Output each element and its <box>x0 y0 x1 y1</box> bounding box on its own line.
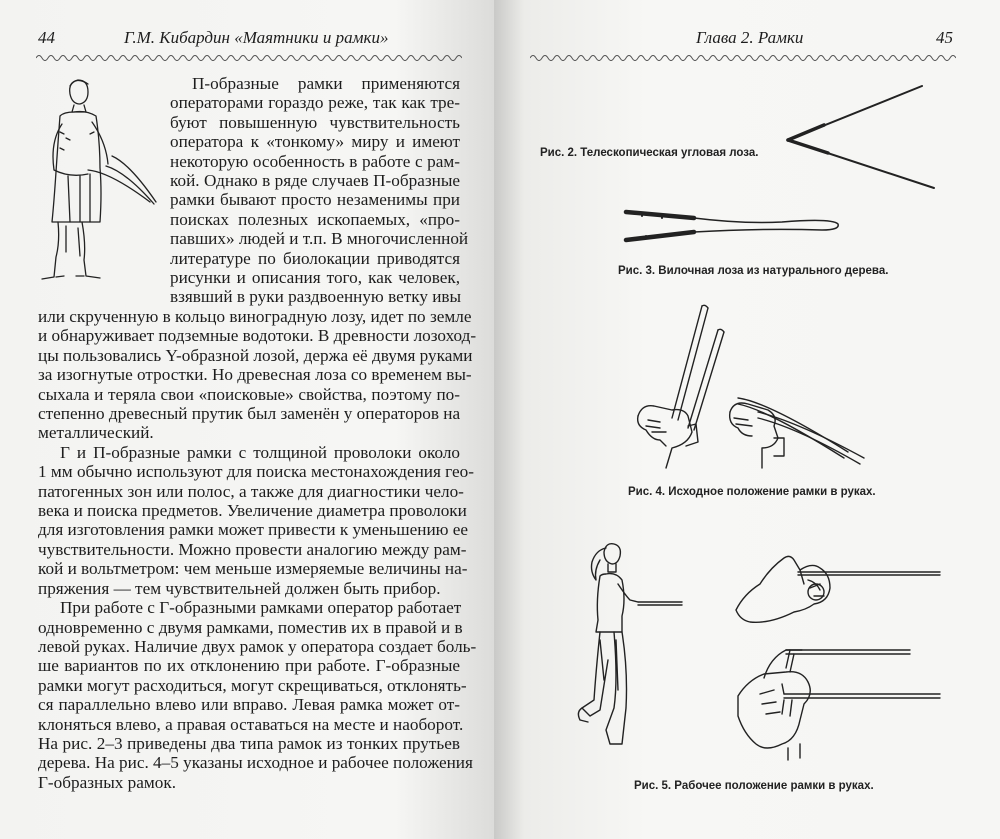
text-line: за изогнутые отростки. Но древесная лоза со временем вы- <box>38 365 472 385</box>
text-line: поисках полезных ископаемых, «про- <box>170 209 460 229</box>
text-line: На рис. 2–3 приведены два типа рамок из тонких прутьев <box>38 733 460 753</box>
fig2-caption: Рис. 2. Телескопическая угловая лоза. <box>540 147 759 159</box>
text-line: ся параллельно влево или вправо. Левая рамка может от- <box>38 695 460 715</box>
fig5-hands-closeup-drawing <box>730 544 944 764</box>
text-line: некоторую особенность в работе с рам- <box>170 151 460 171</box>
text-line: литературе по биолокации приводятся <box>170 248 460 268</box>
text-line: металлический. <box>38 423 154 443</box>
text-line: и обнаруживает подземные водотоки. В древности лозоход- <box>38 326 477 346</box>
text-line: Г-образных рамок. <box>38 772 176 792</box>
right-header-ornament <box>530 52 956 64</box>
text-line: чувствительности. Можно провести аналогию между рам- <box>38 539 467 559</box>
text-line: клоняться влево, а правая оставаться на месте и наоборот. <box>38 714 464 734</box>
text-line: кой и вольтметром: чем меньше измеряемые величины на- <box>38 559 468 579</box>
text-line: кой. Однако в ряде случаев П-образные <box>170 171 460 191</box>
text-line: При работе с Г-образными рамками оператор работает <box>60 598 462 618</box>
text-line: буют повышенную чувствительность <box>170 112 460 132</box>
text-line: века и поиска предметов. Увеличение диаметра проволоки <box>38 501 467 521</box>
text-line: левой руках. Наличие двух рамок у оператора создает боль- <box>38 636 477 656</box>
text-line: степенно древесный прутик был заменён у операторов на <box>38 404 461 424</box>
text-line: цы пользовались Y-образной лозой, держа её двумя руками <box>38 345 473 365</box>
text-line: Г и П-образные рамки с толщиной проволоки около <box>60 442 460 462</box>
full-width-text <box>38 307 477 792</box>
left-header-ornament <box>36 52 462 64</box>
text-line: одновременно с двумя рамками, поместив их в правой и в <box>38 617 463 637</box>
right-page <box>494 0 1000 839</box>
fig5-walking-woman-drawing <box>556 540 686 755</box>
left-page-number: 44 <box>38 28 55 47</box>
fig3-caption: Рис. 3. Вилочная лоза из натурального дерева. <box>618 265 889 277</box>
right-running-title: Глава 2. Рамки <box>696 28 804 47</box>
right-page-number: 45 <box>936 28 953 47</box>
text-line: дерева. На рис. 4–5 указаны исходное и рабочее положения <box>38 753 473 773</box>
text-line: рисунки и описания того, как человек, <box>170 268 460 288</box>
fig4-caption: Рис. 4. Исходное положение рамки в руках. <box>628 486 876 498</box>
fig5-caption: Рис. 5. Рабочее положение рамки в руках. <box>634 780 874 792</box>
text-line: П-образные рамки применяются <box>192 74 460 93</box>
text-line: ше вариантов по их отклонению при работе. Г-образные <box>38 656 460 676</box>
dowser-man-illustration <box>30 72 160 287</box>
text-line: операторами гораздо реже, так как тре- <box>170 93 460 113</box>
left-running-title: Г.М. Кибардин «Маятники и рамки» <box>124 28 389 47</box>
text-line: взявший в руки раздвоенную ветку ивы <box>170 287 462 307</box>
fig4-hand-vertical-drawing <box>632 300 742 470</box>
text-line: 1 мм обычно используют для поиска местонахождения гео- <box>38 462 474 482</box>
text-line: рамки бывают просто незаменимы при <box>170 190 460 210</box>
text-line: патогенных зон или полос, а также для диагностики чело- <box>38 481 464 501</box>
text-line: павших» людей и т.п. В многочисленной <box>170 229 469 249</box>
left-page <box>0 0 494 839</box>
wrapped-paragraph <box>170 74 469 307</box>
fig4-hand-horizontal-drawing <box>728 392 878 472</box>
text-line: пряжения — тем чувствительней должен быть прибор. <box>38 578 441 598</box>
text-line: оператора к «тонкому» миру и имеют <box>170 132 460 152</box>
text-line: рамки могут расходиться, могут скрещиваться, отклонять- <box>38 675 467 695</box>
fig2-telescopic-rod-drawing <box>784 84 944 194</box>
text-line: или скрученную в кольцо виноградную лозу, идет по земле <box>38 307 472 326</box>
text-line: для изготовления рамки может привести к уменьшению ее <box>38 520 469 540</box>
fig3-fork-rod-drawing <box>622 202 852 250</box>
text-line: сыхала и теряла свои «поисковые» свойства, поэтому по- <box>38 384 460 404</box>
